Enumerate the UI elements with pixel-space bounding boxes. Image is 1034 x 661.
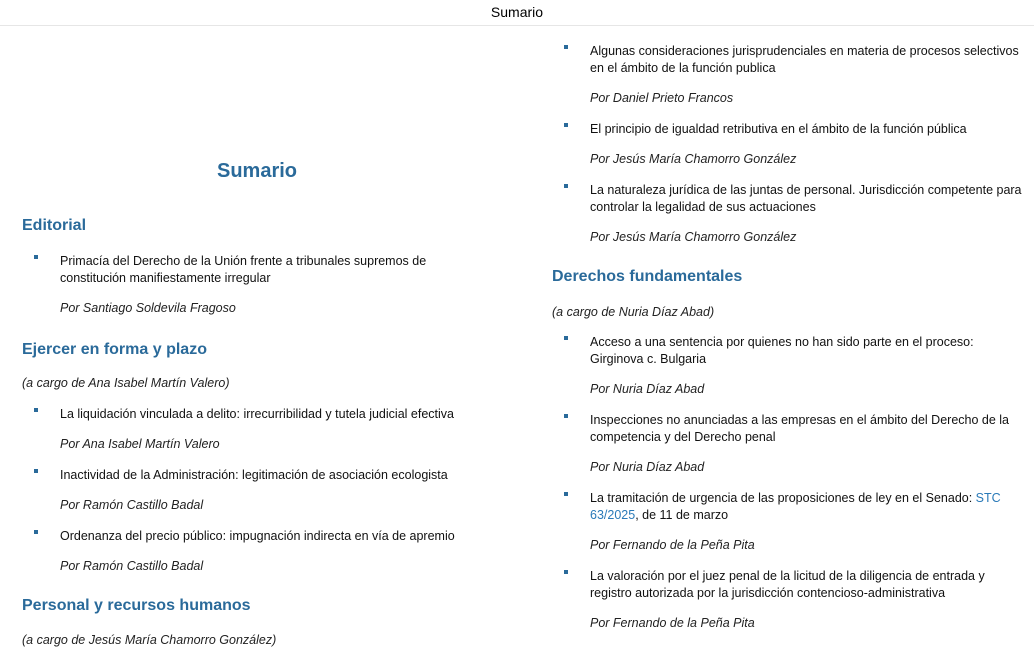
article-author: Por Santiago Soldevila Fragoso [60,301,236,315]
bullet-icon [564,336,568,340]
top-bar [0,0,1034,26]
bullet-icon [564,45,568,49]
section-note: (a cargo de Jesús María Chamorro González) [22,633,277,647]
bullet-icon [34,408,38,412]
list-item[interactable] [22,406,494,423]
article-author: Por Nuria Díaz Abad [590,460,705,474]
bullet-icon [34,255,38,259]
article-title[interactable]: Ordenanza del precio público: impugnación indirecta en vía de apremio [60,529,455,543]
article-author: Por Daniel Prieto Francos [590,91,734,105]
article-author: Por Ramón Castillo Badal [60,498,204,512]
section-note: (a cargo de Nuria Díaz Abad) [552,305,715,319]
bullet-icon [564,570,568,574]
section-title-ejercer[interactable]: Ejercer en forma y plazo [22,341,207,358]
bullet-icon [34,530,38,534]
bullet-icon [564,492,568,496]
bullet-icon [34,469,38,473]
section-title-derechos[interactable]: Derechos fundamentales [552,268,743,285]
list-item[interactable] [552,43,1022,77]
section-title-editorial[interactable]: Editorial [22,217,87,234]
article-title[interactable]: Primacía del Derecho de la Unión frente a tribunales supremos de constitución manifiestamente irregular [60,254,427,285]
list-item[interactable] [22,253,494,287]
list-item[interactable] [552,334,1022,368]
article-author: Por Jesús María Chamorro González [590,152,797,166]
list-item[interactable] [552,121,1022,138]
article-author: Por Fernando de la Peña Pita [590,538,755,552]
list-item[interactable] [552,568,1022,602]
section-note: (a cargo de Ana Isabel Martín Valero) [22,376,230,390]
article-title[interactable]: Inspecciones no anunciadas a las empresas en el ámbito del Derecho de la competencia y del Derecho penal [590,413,1010,444]
bullet-icon [564,184,568,188]
article-title[interactable]: Inactividad de la Administración: legitimación de asociación ecologista [60,468,448,482]
list-item[interactable] [22,528,494,545]
bullet-icon [564,414,568,418]
bullet-icon [564,123,568,127]
list-item[interactable] [552,182,1022,216]
article-author: Por Fernando de la Peña Pita [590,616,755,630]
article-author: Por Nuria Díaz Abad [590,382,705,396]
list-item[interactable] [552,490,1022,524]
article-author: Por Ramón Castillo Badal [60,559,204,573]
article-title[interactable] [590,490,1022,524]
article-title[interactable]: Acceso a una sentencia por quienes no han sido parte en el proceso: Girginova c. Bulgaria [590,335,974,366]
article-title-text: La tramitación de urgencia de las proposiciones de ley en el Senado: [590,491,976,505]
article-title[interactable]: La liquidación vinculada a delito: irrecurribilidad y tutela judicial efectiva [60,407,454,421]
article-title-text: , de 11 de marzo [635,508,729,522]
article-author: Por Ana Isabel Martín Valero [60,437,220,451]
list-item[interactable] [552,412,1022,446]
article-author: Por Jesús María Chamorro González [590,230,797,244]
article-title[interactable]: La valoración por el juez penal de la licitud de la diligencia de entrada y registro autorizada por la jurisdicción contencioso-administrativa [590,569,985,600]
article-title[interactable]: Algunas consideraciones jurisprudenciales en materia de procesos selectivos en el ámbito de la función publica [590,44,1019,75]
article-title[interactable]: La naturaleza jurídica de las juntas de personal. Jurisdicción competente para controlar la legalidad de sus actuaciones [590,183,1022,214]
section-title-personal[interactable]: Personal y recursos humanos [22,597,251,614]
article-title[interactable]: El principio de igualdad retributiva en el ámbito de la función pública [590,122,967,136]
list-item[interactable] [22,467,494,484]
stc-link[interactable]: STC 63/2025 [590,491,1001,522]
window-title: Sumario [490,4,544,20]
page-title: Sumario [216,160,298,182]
